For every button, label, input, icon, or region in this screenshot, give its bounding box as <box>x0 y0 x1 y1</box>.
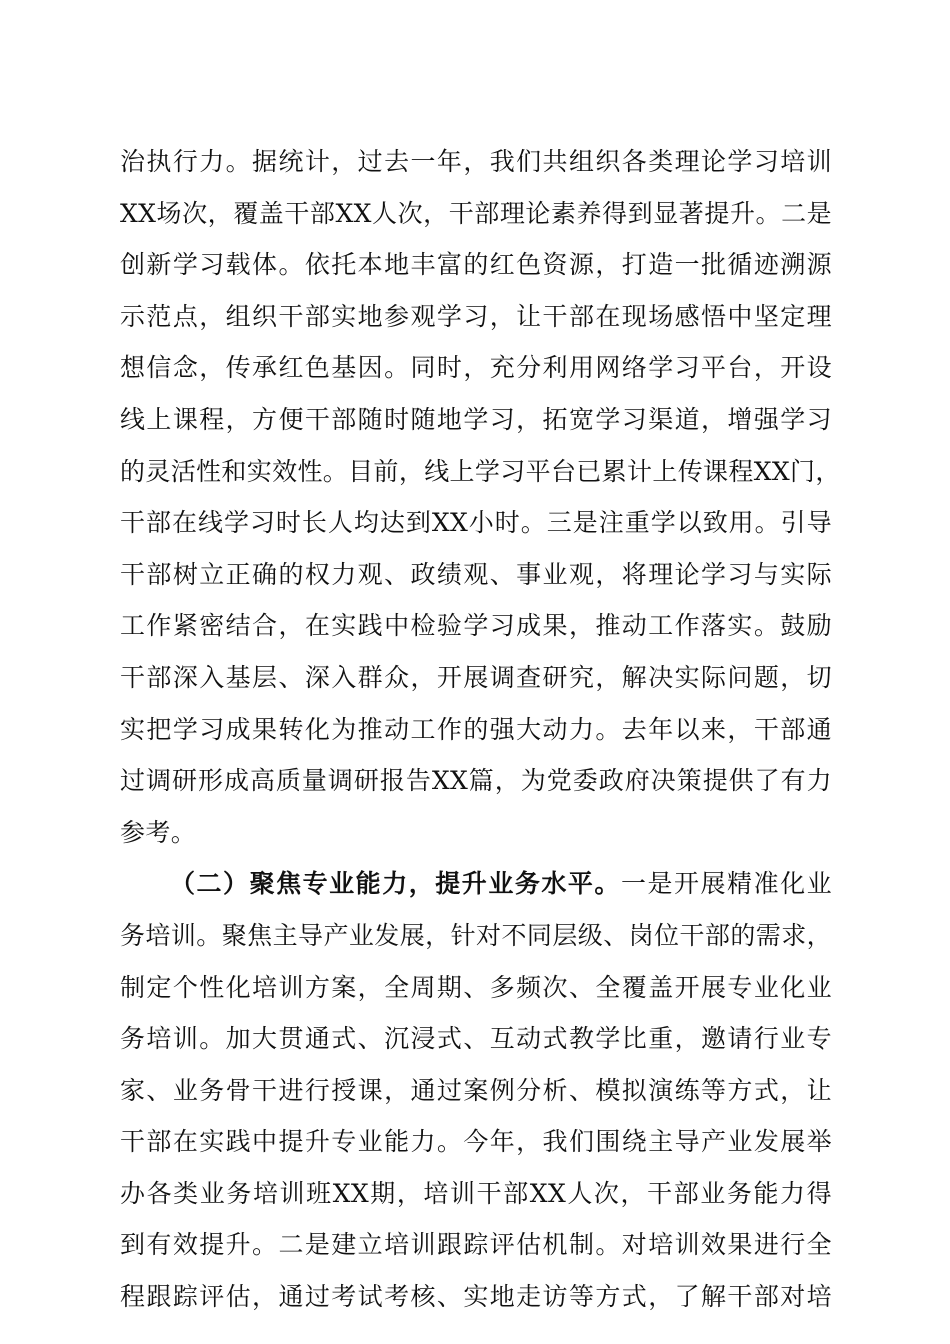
text-line: 示范点，组织干部实地参观学习，让干部在现场感悟中坚定理 <box>120 301 832 331</box>
text-line: 干部深入基层、深入群众，开展调查研究，解决实际问题，切 <box>120 662 832 692</box>
text-line: 家、业务骨干进行授课，通过案例分析、模拟演练等方式，让 <box>120 1075 832 1105</box>
text-line: 程跟踪评估，通过考试考核、实地走访等方式，了解干部对培 <box>120 1282 832 1312</box>
text-line: 干部在线学习时长人均达到XX小时。三是注重学以致用。引导 <box>120 508 832 538</box>
text-run: 一是开展精准化业 <box>620 869 832 899</box>
text-line: 到有效提升。二是建立培训跟踪评估机制。对培训效果进行全 <box>120 1230 832 1260</box>
text-line: 务培训。聚焦主导产业发展，针对不同层级、岗位干部的需求， <box>120 920 832 950</box>
text-line: 干部树立正确的权力观、政绩观、事业观，将理论学习与实际 <box>120 559 832 589</box>
text-line <box>120 858 832 910</box>
text-line: 务培训。加大贯通式、沉浸式、互动式教学比重，邀请行业专 <box>120 1024 832 1054</box>
text-line: 的灵活性和实效性。目前，线上学习平台已累计上传课程XX门， <box>120 456 841 486</box>
text-line: 创新学习载体。依托本地丰富的红色资源，打造一批循迹溯源 <box>120 250 832 280</box>
text-line: 办各类业务培训班XX期，培训干部XX人次，干部业务能力得 <box>120 1178 832 1208</box>
text-line: 实把学习成果转化为推动工作的强大动力。去年以来，干部通 <box>120 714 832 744</box>
text-line: 工作紧密结合，在实践中检验学习成果，推动工作落实。鼓励 <box>120 611 832 641</box>
text-line: XX场次，覆盖干部XX人次，干部理论素养得到显著提升。二是 <box>120 198 832 228</box>
text-line: 制定个性化培训方案，全周期、多频次、全覆盖开展专业化业 <box>120 972 832 1002</box>
text-line: 参考。 <box>120 817 197 847</box>
paragraph-2 <box>120 858 832 1322</box>
paragraph-1 <box>120 136 841 858</box>
text-line: 治执行力。据统计，过去一年，我们共组织各类理论学习培训 <box>120 147 832 176</box>
text-line: 想信念，传承红色基因。同时，充分利用网络学习平台，开设 <box>120 353 832 383</box>
text-line: 干部在实践中提升专业能力。今年，我们围绕主导产业发展举 <box>120 1127 832 1157</box>
text-line: 线上课程，方便干部随时随地学习，拓宽学习渠道，增强学习 <box>120 404 832 434</box>
document-page <box>120 136 841 1323</box>
section-heading: （二）聚焦专业能力，提升业务水平。 <box>170 869 621 899</box>
text-line: 过调研形成高质量调研报告XX篇，为党委政府决策提供了有力 <box>120 766 832 796</box>
